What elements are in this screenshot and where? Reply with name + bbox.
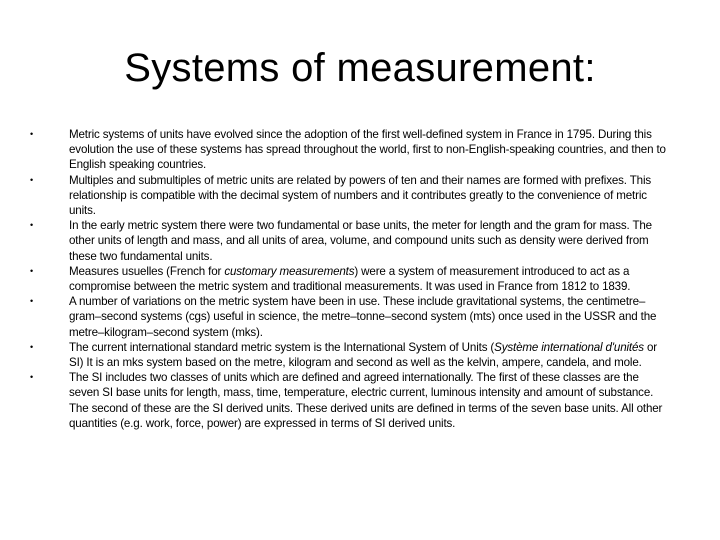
bullet-text bbox=[69, 370, 670, 431]
bullet-marker: • bbox=[30, 220, 34, 231]
bullet-item bbox=[30, 340, 670, 370]
bullet-segment: Metric systems of units have evolved since the adoption of the first well-defined system in France in 1795. During this evolution the use of these systems has spread throughout the world, first to non-English-speaking countries, and then to English speaking countries. bbox=[69, 128, 666, 172]
bullet-item bbox=[30, 218, 670, 264]
slide-title: Systems of measurement: bbox=[124, 46, 596, 90]
bullet-segment: Measures usuelles (French for bbox=[69, 264, 225, 278]
bullet-text bbox=[69, 173, 670, 219]
bullet-text bbox=[69, 340, 670, 370]
bullet-segment: ) were a system of measurement introduced to act as a compromise between the metric system and traditional measurements. It was used in France from 1812 to 1839. bbox=[69, 264, 631, 294]
bullet-italic-segment: Système international d'unités bbox=[494, 340, 644, 354]
bullet-item bbox=[30, 264, 670, 294]
bullet-marker: • bbox=[30, 296, 34, 307]
bullet-text bbox=[69, 127, 670, 173]
bullet-marker: • bbox=[30, 265, 34, 276]
bullet-segment: In the early metric system there were two fundamental or base units, the meter for length and the gram for mass. The other units of length and mass, and all units of area, volume, and compound units such as density were derived from these two fundamental units. bbox=[69, 219, 652, 263]
bullet-marker: • bbox=[30, 341, 34, 352]
bullet-segment: A number of variations on the metric system have been in use. These include gravitational systems, the centimetre–gram–second systems (cgs) useful in science, the metre–tonne–second system (mts) once used in the USSR and the metre–kilogram–second system (mks). bbox=[69, 295, 657, 339]
bullet-segment: The current international standard metric system is the International System of Units ( bbox=[69, 340, 495, 354]
bullet-marker: • bbox=[30, 174, 34, 185]
bullet-item bbox=[30, 173, 670, 219]
bullet-text bbox=[69, 218, 670, 264]
bullet-italic-segment: customary measurements bbox=[224, 264, 355, 278]
bullet-item bbox=[30, 294, 670, 340]
bullet-item bbox=[30, 370, 670, 431]
bullet-marker: • bbox=[30, 372, 34, 383]
bullet-segment: or SI) It is an mks system based on the metre, kilogram and second as well as the kelvin, ampere, candela, and mole. bbox=[69, 340, 658, 370]
bullet-text bbox=[69, 264, 670, 294]
bullet-segment: The SI includes two classes of units which are defined and agreed internationally. The first of these classes are the seven SI base units for length, mass, time, temperature, electric current, luminous intensity and amount of substance. The second of these are the SI derived units. These derived units are defined in terms of the seven base units. All other quantities (e.g. work, force, power) are expressed in terms of SI derived units. bbox=[69, 371, 663, 430]
bullet-item bbox=[30, 127, 670, 173]
bullet-list bbox=[30, 127, 670, 431]
bullet-marker: • bbox=[30, 129, 34, 139]
bullet-segment: Multiples and submultiples of metric units are related by powers of ten and their names are formed with prefixes. This relationship is compatible with the decimal system of numbers and it contributes greatly to the convenience of metric units. bbox=[69, 173, 652, 218]
bullet-text bbox=[69, 294, 670, 340]
